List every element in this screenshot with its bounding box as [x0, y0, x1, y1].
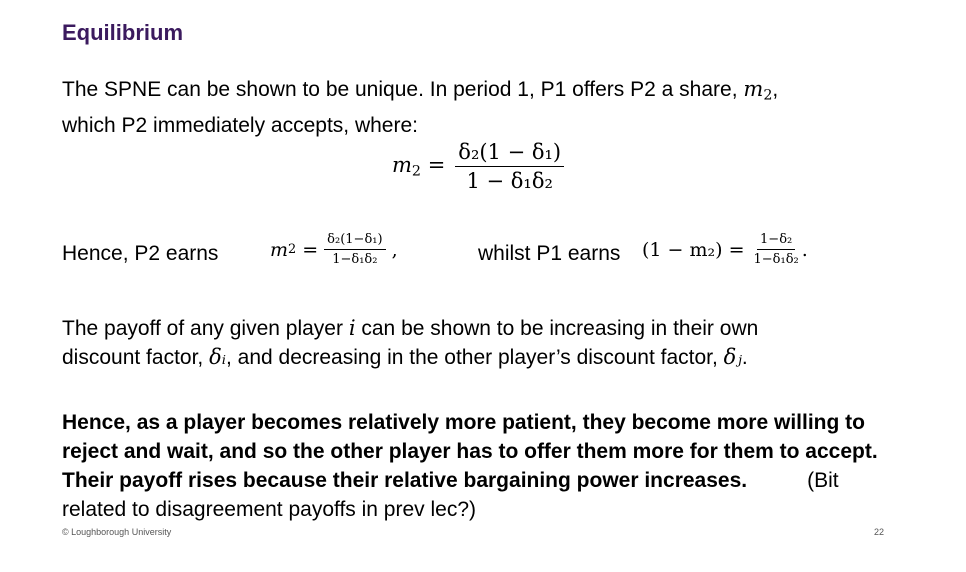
intro-text-line2: which P2 immediately accepts, where:	[62, 113, 418, 137]
conclusion-aside: (Bit related to disagreement payoffs in prev lec?)	[62, 469, 839, 521]
share-variable	[743, 77, 773, 104]
p1-expression: (1 − m₂) =	[642, 238, 745, 261]
main-lhs-subscript: 2	[411, 163, 421, 180]
main-denominator: 1 − δ₁δ₂	[466, 169, 553, 193]
copyright-footer: © Loughborough University	[62, 527, 172, 537]
p2-payoff-label: Hence, P2 earns	[62, 242, 219, 265]
main-numerator: δ₂(1 − δ₁)	[455, 140, 564, 167]
other-discount-factor: δⱼ	[723, 345, 742, 369]
discount-factor-paragraph	[62, 314, 886, 372]
intro-text-line1: The SPNE can be shown to be unique. In period 1, P1 offers P2 a share,	[62, 78, 738, 101]
main-equation-lhs	[392, 153, 445, 180]
para2-line2	[62, 343, 886, 372]
p1-payoff-equation	[642, 232, 808, 267]
main-fraction	[455, 140, 564, 193]
p2-fraction	[324, 232, 385, 267]
main-equals: =	[427, 153, 446, 178]
p2-comma: ,	[391, 238, 398, 261]
main-lhs-var: m	[392, 153, 412, 178]
p2-var: m	[270, 238, 289, 261]
intro-comma: ,	[772, 78, 779, 101]
conclusion-bold-text: Hence, as a player becomes relatively more patient, they become more willing to reject and wait, and so the other player has to offer them more for them to accept. Their payoff rises because their relative bargaining power increases.	[62, 411, 878, 492]
para2-text-c: discount factor,	[62, 346, 204, 369]
player-index: i	[348, 316, 356, 340]
p2-var-subscript: 2	[288, 242, 297, 257]
para2-text-e: .	[741, 346, 748, 369]
p1-numerator: 1−δ₂	[757, 232, 795, 250]
share-var-subscript: 2	[763, 87, 773, 104]
own-discount-factor: δᵢ	[209, 345, 226, 369]
p1-fraction	[751, 232, 802, 267]
intro-paragraph	[62, 75, 886, 140]
p1-payoff-label: whilst P1 earns	[478, 242, 621, 265]
para2-text-b: can be shown to be increasing in their own	[361, 317, 759, 340]
slide-title: Equilibrium	[62, 20, 183, 45]
p1-period: .	[801, 238, 808, 261]
page-number: 22	[874, 527, 885, 537]
share-var-symbol: m	[743, 77, 764, 101]
conclusion-paragraph	[62, 408, 886, 524]
payoff-row	[62, 232, 922, 282]
para2-text-d: , and decreasing in the other player’s discount factor,	[225, 346, 718, 369]
para2-text-a: The payoff of any given player	[62, 317, 343, 340]
p2-numerator: δ₂(1−δ₁)	[324, 232, 385, 250]
p1-denominator: 1−δ₁δ₂	[753, 252, 799, 267]
p2-denominator: 1−δ₁δ₂	[332, 252, 378, 267]
p2-payoff-equation	[270, 232, 398, 267]
p2-equals: =	[302, 238, 319, 261]
main-equation	[392, 140, 564, 193]
